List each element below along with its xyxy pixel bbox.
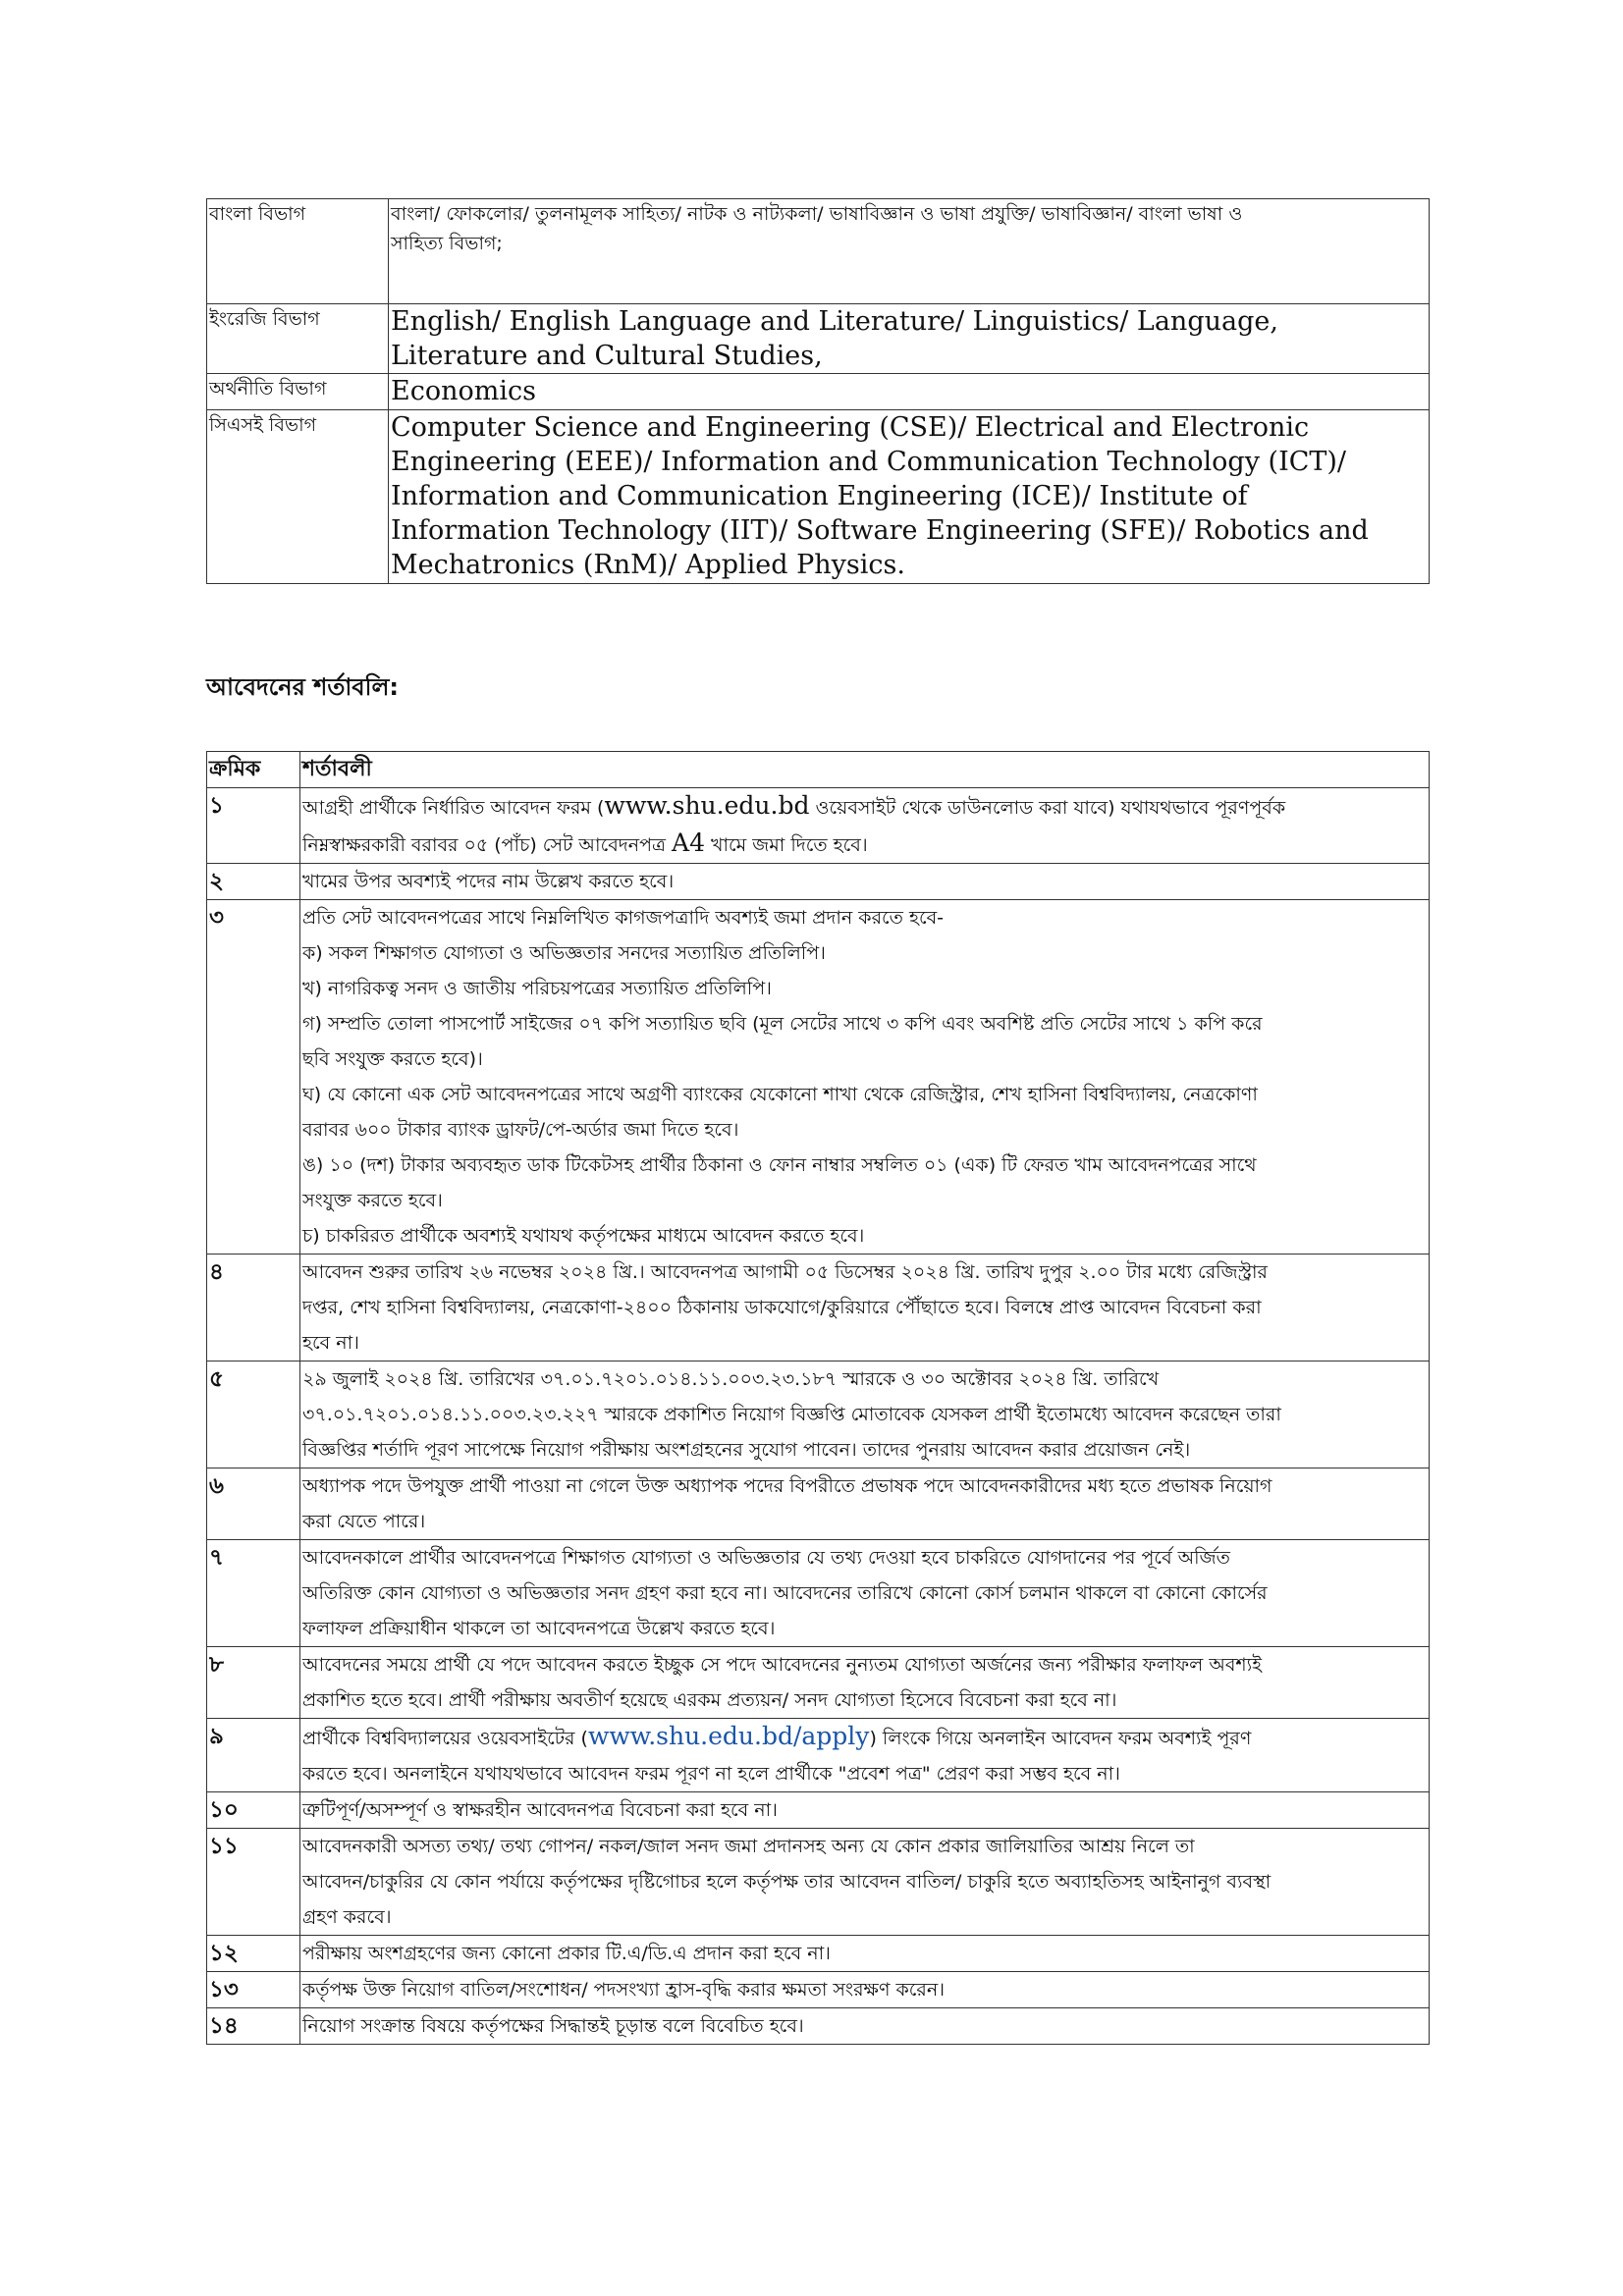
serial-number: ১১ bbox=[207, 1829, 300, 1936]
department-name: বাংলা বিভাগ bbox=[207, 199, 389, 304]
condition-line bbox=[302, 788, 1427, 826]
subjects-line: সাহিত্য বিভাগ; bbox=[391, 233, 503, 254]
serial-number: ১২ bbox=[207, 1936, 300, 1972]
condition-text bbox=[300, 1362, 1430, 1468]
department-subjects bbox=[389, 304, 1430, 374]
table-row bbox=[207, 199, 1430, 304]
condition-line: আবেদন শুরুর তারিখ ২৬ নভেম্বর ২০২৪ খ্রি.। আবেদনপত্র আগামী ০৫ ডিসেম্বর ২০২৪ খ্রি. তারিখ দুপুর ২.০০ টার মধ্যে রেজিস্ট্রার bbox=[302, 1261, 1268, 1283]
website-url: www.shu.edu.bd bbox=[604, 791, 810, 820]
text-segment: খামে জমা দিতে হবে। bbox=[704, 834, 868, 856]
condition-line: দপ্তর, শেখ হাসিনা বিশ্ববিদ্যালয়, নেত্রকোণা-২৪০০ ঠিকানায় ডাকযোগে/কুরিয়ারে পৌঁছাতে হবে। বিলম্বে প্রাপ্ত আবেদন বিবেচনা করা bbox=[302, 1297, 1262, 1318]
subjects-line: Information Technology (IIT)/ Software Engineering (SFE)/ Robotics and bbox=[391, 515, 1369, 546]
condition-line: করতে হবে। অনলাইনে যথাযথভাবে আবেদন ফরম পূরণ না হলে প্রার্থীকে "প্রবেশ পত্র" প্রেরণ করা সম্ভব হবে না। bbox=[302, 1763, 1120, 1785]
condition-line: ক) সকল শিক্ষাগত যোগ্যতা ও অভিজ্ঞতার সনদের সত্যায়িত প্রতিলিপি। bbox=[302, 942, 826, 964]
condition-line: গ্রহণ করবে। bbox=[302, 1906, 392, 1928]
text-segment: ওয়েবসাইট থেকে ডাউনলোড করা যাবে) যথাযথভাবে পূরণপূর্বক bbox=[809, 797, 1286, 819]
serial-number: ১৪ bbox=[207, 2008, 300, 2045]
condition-line: ত্রুটিপূর্ণ/অসম্পূর্ণ ও স্বাক্ষরহীন আবেদনপত্র বিবেচনা করা হবে না। bbox=[302, 1799, 778, 1821]
subjects-line: Engineering (EEE)/ Information and Communication Technology (ICT)/ bbox=[391, 447, 1347, 477]
condition-line: ঘ) যে কোনো এক সেট আবেদনপত্রের সাথে অগ্রণী ব্যাংকের যেকোনো শাখা থেকে রেজিস্ট্রার, শেখ হাসিনা বিশ্ববিদ্যালয়, নেত্রকোণা bbox=[302, 1084, 1258, 1105]
subjects-line: Computer Science and Engineering (CSE)/ Electrical and Electronic bbox=[391, 412, 1310, 443]
serial-number: ১ bbox=[207, 788, 300, 864]
condition-line: ২৯ জুলাই ২০২৪ খ্রি. তারিখের ৩৭.০১.৭২০১.০১৪.১১.০০৩.২৩.১৮৭ স্মারকে ও ৩০ অক্টোবর ২০২৪ খ্রি. তারিখে bbox=[302, 1368, 1160, 1390]
table-row bbox=[207, 1792, 1430, 1829]
condition-line: খামের উপর অবশ্যই পদের নাম উল্লেখ করতে হবে। bbox=[302, 871, 675, 892]
subjects-line: English/ English Language and Literature/ Linguistics/ Language, bbox=[391, 306, 1278, 337]
table-row bbox=[207, 410, 1430, 584]
condition-text bbox=[300, 1719, 1430, 1792]
text-segment: প্রার্থীকে বিশ্ববিদ্যালয়ের ওয়েবসাইটের ( bbox=[302, 1728, 588, 1749]
serial-number: ৫ bbox=[207, 1362, 300, 1468]
condition-line: আবেদন/চাকুরির যে কোন পর্যায়ে কর্তৃপক্ষের দৃষ্টিগোচর হলে কর্তৃপক্ষ তার আবেদন বাতিল/ চাকুরি হতে অব্যাহতিসহ আইনানুগ ব্যবস্থা bbox=[302, 1871, 1271, 1893]
table-row bbox=[207, 1540, 1430, 1647]
serial-number: ১০ bbox=[207, 1792, 300, 1829]
condition-text bbox=[300, 1936, 1430, 1972]
condition-text bbox=[300, 1647, 1430, 1719]
department-name: অর্থনীতি বিভাগ bbox=[207, 374, 389, 410]
subjects-line: Economics bbox=[391, 376, 536, 406]
condition-text bbox=[300, 2008, 1430, 2045]
condition-text bbox=[300, 1540, 1430, 1647]
serial-number: ৩ bbox=[207, 900, 300, 1255]
table-row bbox=[207, 304, 1430, 374]
serial-number: ৭ bbox=[207, 1540, 300, 1647]
table-row bbox=[207, 1829, 1430, 1936]
condition-text bbox=[300, 1255, 1430, 1362]
department-name: সিএসই বিভাগ bbox=[207, 410, 389, 584]
condition-text bbox=[300, 788, 1430, 864]
department-subjects bbox=[389, 199, 1430, 304]
condition-line: আবেদনকালে প্রার্থীর আবেদনপত্রে শিক্ষাগত যোগ্যতা ও অভিজ্ঞতার যে তথ্য দেওয়া হবে চাকরিতে যোগদানের পর পূর্বে অর্জিত bbox=[302, 1547, 1230, 1569]
table-row bbox=[207, 1647, 1430, 1719]
subjects-line: Literature and Cultural Studies, bbox=[391, 341, 823, 371]
table-row bbox=[207, 1972, 1430, 2008]
condition-line: চ) চাকরিরত প্রার্থীকে অবশ্যই যথাযথ কর্তৃপক্ষের মাধ্যমে আবেদন করতে হবে। bbox=[302, 1225, 865, 1247]
condition-line: গ) সম্প্রতি তোলা পাসপোর্ট সাইজের ০৭ কপি সত্যায়িত ছবি (মূল সেটের সাথে ৩ কপি এবং অবশিষ্ট প্রতি সেটের সাথে ১ কপি করে bbox=[302, 1013, 1263, 1035]
text-segment: নিম্নস্বাক্ষরকারী বরাবর ০৫ (পাঁচ) সেট আবেদনপত্র bbox=[302, 834, 673, 856]
condition-text bbox=[300, 1468, 1430, 1540]
table-row bbox=[207, 1936, 1430, 1972]
serial-number: ১৩ bbox=[207, 1972, 300, 2008]
table-header-row bbox=[207, 752, 1430, 788]
table-row bbox=[207, 1468, 1430, 1540]
condition-line bbox=[302, 1719, 1427, 1756]
condition-line: অতিরিক্ত কোন যোগ্যতা ও অভিজ্ঞতার সনদ গ্রহণ করা হবে না। আবেদনের তারিখে কোনো কোর্স চলমান থাকলে বা কোনো কোর্সের bbox=[302, 1582, 1268, 1604]
department-subjects bbox=[389, 374, 1430, 410]
serial-number: ২ bbox=[207, 864, 300, 900]
column-header-serial: ক্রমিক bbox=[207, 752, 300, 788]
table-row bbox=[207, 900, 1430, 1255]
condition-line: ছবি সংযুক্ত করতে হবে)। bbox=[302, 1048, 483, 1070]
condition-line: হবে না। bbox=[302, 1332, 359, 1354]
subjects-line: Mechatronics (RnM)/ Applied Physics. bbox=[391, 550, 905, 580]
condition-text bbox=[300, 1972, 1430, 2008]
table-row bbox=[207, 788, 1430, 864]
conditions-table bbox=[206, 751, 1430, 2045]
condition-line: ফলাফল প্রক্রিয়াধীন থাকলে তা আবেদনপত্রে উল্লেখ করতে হবে। bbox=[302, 1618, 776, 1639]
text-segment: ) লিংকে গিয়ে অনলাইন আবেদন ফরম অবশ্যই পূরণ bbox=[869, 1728, 1252, 1749]
table-row bbox=[207, 864, 1430, 900]
condition-text bbox=[300, 1792, 1430, 1829]
condition-line: খ) নাগরিকত্ব সনদ ও জাতীয় পরিচয়পত্রের সত্যায়িত প্রতিলিপি। bbox=[302, 978, 772, 999]
condition-line: আবেদনের সময়ে প্রার্থী যে পদে আবেদন করতে ইচ্ছুক সে পদে আবেদনের নুন্যতম যোগ্যতা অর্জনের জন্য পরীক্ষার ফলাফল অবশ্যই bbox=[302, 1654, 1263, 1676]
text-segment: আগ্রহী প্রার্থীকে নির্ধারিত আবেদন ফরম ( bbox=[302, 797, 605, 819]
apply-link[interactable]: www.shu.edu.bd/apply bbox=[587, 1722, 870, 1750]
condition-line: প্রতি সেট আবেদনপত্রের সাথে নিম্নলিখিত কাগজপত্রাদি অবশ্যই জমা প্রদান করতে হবে- bbox=[302, 907, 945, 929]
condition-line: আবেদনকারী অসত্য তথ্য/ তথ্য গোপন/ নকল/জাল সনদ জমা প্রদানসহ অন্য যে কোন প্রকার জালিয়াতির আশ্রয় নিলে তা bbox=[302, 1836, 1195, 1857]
condition-text bbox=[300, 1829, 1430, 1936]
column-header-condition: শর্তাবলী bbox=[300, 752, 1430, 788]
subjects-line: Information and Communication Engineering (ICE)/ Institute of bbox=[391, 481, 1248, 511]
condition-line: বরাবর ৬০০ টাকার ব্যাংক ড্রাফট/পে-অর্ডার জমা দিতে হবে। bbox=[302, 1119, 739, 1141]
serial-number: ৯ bbox=[207, 1719, 300, 1792]
condition-line bbox=[302, 826, 1427, 863]
condition-text bbox=[300, 864, 1430, 900]
serial-number: ৮ bbox=[207, 1647, 300, 1719]
subjects-line: বাংলা/ ফোকলোর/ তুলনামূলক সাহিত্য/ নাটক ও নাট্যকলা/ ভাষাবিজ্ঞান ও ভাষা প্রযুক্তি/ ভাষাবিজ্ঞান/ বাংলা ভাষা ও bbox=[391, 203, 1243, 225]
table-row bbox=[207, 1719, 1430, 1792]
departments-table bbox=[206, 198, 1430, 584]
condition-line: ঙ) ১০ (দশ) টাকার অব্যবহৃত ডাক টিকেটসহ প্রার্থীর ঠিকানা ও ফোন নাম্বার সম্বলিত ০১ (এক) টি ফেরত খাম আবেদনপত্রের সাথে bbox=[302, 1154, 1257, 1176]
condition-line: কর্তৃপক্ষ উক্ত নিয়োগ বাতিল/সংশোধন/ পদসংখ্যা হ্রাস-বৃদ্ধি করার ক্ষমতা সংরক্ষণ করেন। bbox=[302, 1979, 945, 2001]
condition-line: প্রকাশিত হতে হবে। প্রার্থী পরীক্ষায় অবতীর্ণ হয়েছে এরকম প্রত্যয়ন/ সনদ যোগ্যতা হিসেবে বিবেচনা করা হবে না। bbox=[302, 1689, 1117, 1711]
condition-line: অধ্যাপক পদে উপযুক্ত প্রার্থী পাওয়া না গেলে উক্ত অধ্যাপক পদের বিপরীতে প্রভাষক পদে আবেদনকারীদের মধ্য হতে প্রভাষক নিয়োগ bbox=[302, 1475, 1272, 1497]
condition-line: পরীক্ষায় অংশগ্রহণের জন্য কোনো প্রকার টি.এ/ডি.এ প্রদান করা হবে না। bbox=[302, 1943, 831, 1964]
table-row bbox=[207, 1362, 1430, 1468]
condition-line: বিজ্ঞপ্তির শর্তাদি পূরণ সাপেক্ষে নিয়োগ পরীক্ষায় অংশগ্রহনের সুযোগ পাবেন। তাদের পুনরায় আবেদন করার প্রয়োজন নেই। bbox=[302, 1439, 1191, 1461]
condition-text bbox=[300, 900, 1430, 1255]
condition-line: ৩৭.০১.৭২০১.০১৪.১১.০০৩.২৩.২২৭ স্মারকে প্রকাশিত নিয়োগ বিজ্ঞপ্তি মোতাবেক যেসকল প্রার্থী ইতোমধ্যে আবেদন করেছেন তারা bbox=[302, 1404, 1281, 1425]
condition-line: নিয়োগ সংক্রান্ত বিষয়ে কর্তৃপক্ষের সিদ্ধান্তই চূড়ান্ত বলে বিবেচিত হবে। bbox=[302, 2015, 804, 2037]
department-name: ইংরেজি বিভাগ bbox=[207, 304, 389, 374]
paper-size: A4 bbox=[672, 828, 705, 857]
serial-number: ৬ bbox=[207, 1468, 300, 1540]
condition-line: সংযুক্ত করতে হবে। bbox=[302, 1190, 443, 1211]
table-row bbox=[207, 2008, 1430, 2045]
serial-number: ৪ bbox=[207, 1255, 300, 1362]
department-subjects bbox=[389, 410, 1430, 584]
table-row bbox=[207, 1255, 1430, 1362]
condition-line: করা যেতে পারে। bbox=[302, 1511, 426, 1532]
table-row bbox=[207, 374, 1430, 410]
conditions-heading: আবেদনের শর্তাবলি: bbox=[206, 673, 400, 701]
